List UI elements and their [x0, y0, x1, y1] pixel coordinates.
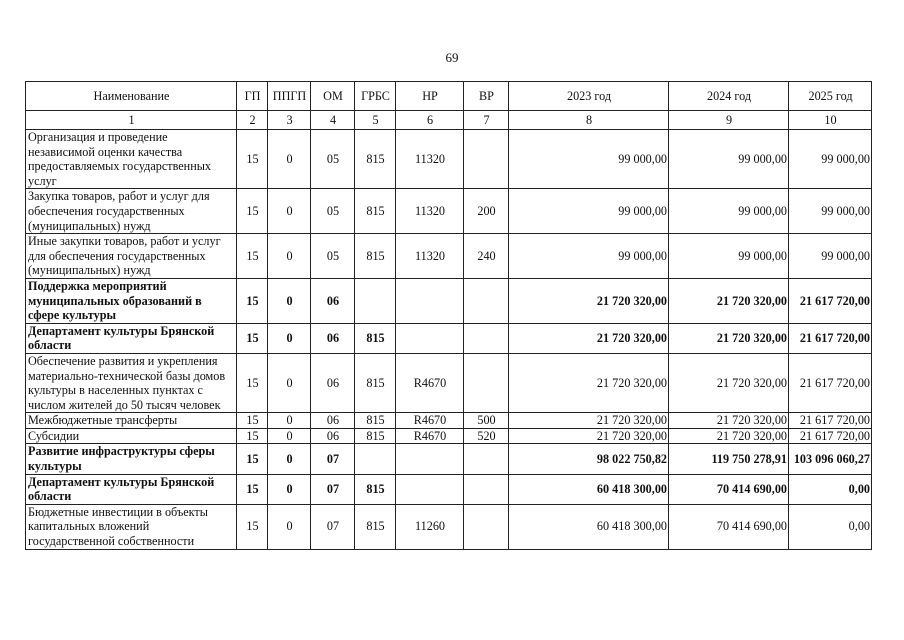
cell-2023: 21 720 320,00 [509, 278, 669, 323]
cell-name: Развитие инфраструктуры сферы культуры [26, 444, 237, 474]
cell-nr: R4670 [396, 413, 464, 429]
cell-ppgp: 0 [268, 413, 311, 429]
cell-2023: 99 000,00 [509, 234, 669, 279]
cell-grbs: 815 [355, 323, 396, 353]
page-number: 69 [445, 50, 459, 65]
header-ppgp: ППГП [268, 82, 311, 111]
cell-2025: 21 617 720,00 [789, 353, 872, 412]
cell-gp: 15 [237, 474, 268, 504]
cell-2023: 98 022 750,82 [509, 444, 669, 474]
budget-table [25, 81, 872, 550]
cell-om: 06 [311, 428, 355, 444]
cell-2024: 119 750 278,91 [669, 444, 789, 474]
cell-nr: 11320 [396, 189, 464, 234]
cell-2024: 99 000,00 [669, 189, 789, 234]
cell-2024: 99 000,00 [669, 130, 789, 189]
cell-2023: 99 000,00 [509, 189, 669, 234]
cell-grbs: 815 [355, 234, 396, 279]
column-number: 3 [268, 111, 311, 130]
header-name: Наименование [26, 82, 237, 111]
cell-nr: R4670 [396, 353, 464, 412]
cell-ppgp: 0 [268, 353, 311, 412]
cell-2023: 99 000,00 [509, 130, 669, 189]
column-number: 7 [464, 111, 509, 130]
cell-vr: 500 [464, 413, 509, 429]
cell-grbs [355, 278, 396, 323]
cell-vr [464, 444, 509, 474]
column-number: 9 [669, 111, 789, 130]
table-body [26, 130, 872, 550]
cell-gp: 15 [237, 278, 268, 323]
cell-2023: 60 418 300,00 [509, 504, 669, 549]
cell-vr: 240 [464, 234, 509, 279]
cell-vr [464, 353, 509, 412]
cell-name: Межбюджетные трансферты [26, 413, 237, 429]
cell-2024: 99 000,00 [669, 234, 789, 279]
header-nr: НР [396, 82, 464, 111]
cell-nr: 11320 [396, 130, 464, 189]
table-row [26, 504, 872, 549]
cell-name: Закупка товаров, работ и услуг для обеспечения государственных (муниципальных) нужд [26, 189, 237, 234]
cell-2024: 21 720 320,00 [669, 323, 789, 353]
cell-om: 05 [311, 234, 355, 279]
cell-gp: 15 [237, 504, 268, 549]
column-number: 1 [26, 111, 237, 130]
cell-2025: 103 096 060,27 [789, 444, 872, 474]
cell-nr [396, 278, 464, 323]
cell-2024: 70 414 690,00 [669, 474, 789, 504]
cell-2025: 21 617 720,00 [789, 278, 872, 323]
column-number: 4 [311, 111, 355, 130]
cell-name: Департамент культуры Брянской области [26, 323, 237, 353]
cell-2024: 70 414 690,00 [669, 504, 789, 549]
cell-2025: 21 617 720,00 [789, 428, 872, 444]
table-row [26, 189, 872, 234]
cell-2025: 0,00 [789, 474, 872, 504]
table-row [26, 130, 872, 189]
header-2025: 2025 год [789, 82, 872, 111]
cell-om: 06 [311, 413, 355, 429]
cell-name: Иные закупки товаров, работ и услуг для обеспечения государственных (муниципальных) нужд [26, 234, 237, 279]
cell-vr: 520 [464, 428, 509, 444]
header-vr: ВР [464, 82, 509, 111]
cell-2024: 21 720 320,00 [669, 428, 789, 444]
cell-name: Бюджетные инвестиции в объекты капитальных вложений государственной собственности [26, 504, 237, 549]
column-number: 10 [789, 111, 872, 130]
cell-om: 05 [311, 189, 355, 234]
cell-om: 05 [311, 130, 355, 189]
cell-nr: 11320 [396, 234, 464, 279]
cell-grbs: 815 [355, 130, 396, 189]
cell-nr [396, 444, 464, 474]
cell-ppgp: 0 [268, 323, 311, 353]
cell-2025: 21 617 720,00 [789, 413, 872, 429]
cell-2024: 21 720 320,00 [669, 278, 789, 323]
cell-name: Организация и проведение независимой оценки качества предоставляемых государственных услуг [26, 130, 237, 189]
cell-2025: 21 617 720,00 [789, 323, 872, 353]
column-number: 6 [396, 111, 464, 130]
cell-grbs: 815 [355, 413, 396, 429]
header-om: ОМ [311, 82, 355, 111]
cell-2025: 99 000,00 [789, 234, 872, 279]
cell-2024: 21 720 320,00 [669, 353, 789, 412]
header-2023: 2023 год [509, 82, 669, 111]
header-2024: 2024 год [669, 82, 789, 111]
table-row [26, 413, 872, 429]
cell-name: Поддержка мероприятий муниципальных образований в сфере культуры [26, 278, 237, 323]
cell-nr: 11260 [396, 504, 464, 549]
cell-ppgp: 0 [268, 428, 311, 444]
cell-2023: 60 418 300,00 [509, 474, 669, 504]
cell-grbs: 815 [355, 428, 396, 444]
cell-gp: 15 [237, 413, 268, 429]
cell-om: 06 [311, 323, 355, 353]
cell-gp: 15 [237, 234, 268, 279]
cell-ppgp: 0 [268, 474, 311, 504]
cell-vr [464, 130, 509, 189]
cell-2024: 21 720 320,00 [669, 413, 789, 429]
cell-nr [396, 474, 464, 504]
cell-2023: 21 720 320,00 [509, 413, 669, 429]
table-row [26, 278, 872, 323]
cell-gp: 15 [237, 130, 268, 189]
cell-gp: 15 [237, 323, 268, 353]
cell-grbs: 815 [355, 353, 396, 412]
cell-name: Департамент культуры Брянской области [26, 474, 237, 504]
cell-vr [464, 504, 509, 549]
cell-grbs: 815 [355, 504, 396, 549]
column-number: 5 [355, 111, 396, 130]
cell-vr [464, 323, 509, 353]
cell-ppgp: 0 [268, 444, 311, 474]
cell-vr [464, 278, 509, 323]
table-row [26, 444, 872, 474]
cell-gp: 15 [237, 444, 268, 474]
table-row [26, 353, 872, 412]
cell-om: 07 [311, 504, 355, 549]
column-number: 2 [237, 111, 268, 130]
cell-vr: 200 [464, 189, 509, 234]
table-row [26, 474, 872, 504]
cell-grbs: 815 [355, 474, 396, 504]
cell-vr [464, 474, 509, 504]
header-row [26, 82, 872, 111]
cell-nr: R4670 [396, 428, 464, 444]
cell-om: 07 [311, 444, 355, 474]
cell-name: Обеспечение развития и укрепления материально-технической базы домов культуры в населенных пунктах с числом жителей до 50 тысяч человек [26, 353, 237, 412]
cell-ppgp: 0 [268, 189, 311, 234]
cell-ppgp: 0 [268, 504, 311, 549]
cell-ppgp: 0 [268, 278, 311, 323]
cell-om: 06 [311, 353, 355, 412]
cell-2025: 0,00 [789, 504, 872, 549]
cell-ppgp: 0 [268, 234, 311, 279]
cell-2025: 99 000,00 [789, 130, 872, 189]
column-number-row [26, 111, 872, 130]
cell-ppgp: 0 [268, 130, 311, 189]
cell-2023: 21 720 320,00 [509, 428, 669, 444]
cell-name: Субсидии [26, 428, 237, 444]
table-row [26, 234, 872, 279]
cell-2023: 21 720 320,00 [509, 323, 669, 353]
cell-om: 07 [311, 474, 355, 504]
table-row [26, 323, 872, 353]
cell-nr [396, 323, 464, 353]
cell-2025: 99 000,00 [789, 189, 872, 234]
header-gp: ГП [237, 82, 268, 111]
cell-grbs [355, 444, 396, 474]
cell-grbs: 815 [355, 189, 396, 234]
cell-2023: 21 720 320,00 [509, 353, 669, 412]
cell-gp: 15 [237, 353, 268, 412]
column-number: 8 [509, 111, 669, 130]
table-row [26, 428, 872, 444]
cell-gp: 15 [237, 189, 268, 234]
cell-gp: 15 [237, 428, 268, 444]
header-grbs: ГРБС [355, 82, 396, 111]
cell-om: 06 [311, 278, 355, 323]
